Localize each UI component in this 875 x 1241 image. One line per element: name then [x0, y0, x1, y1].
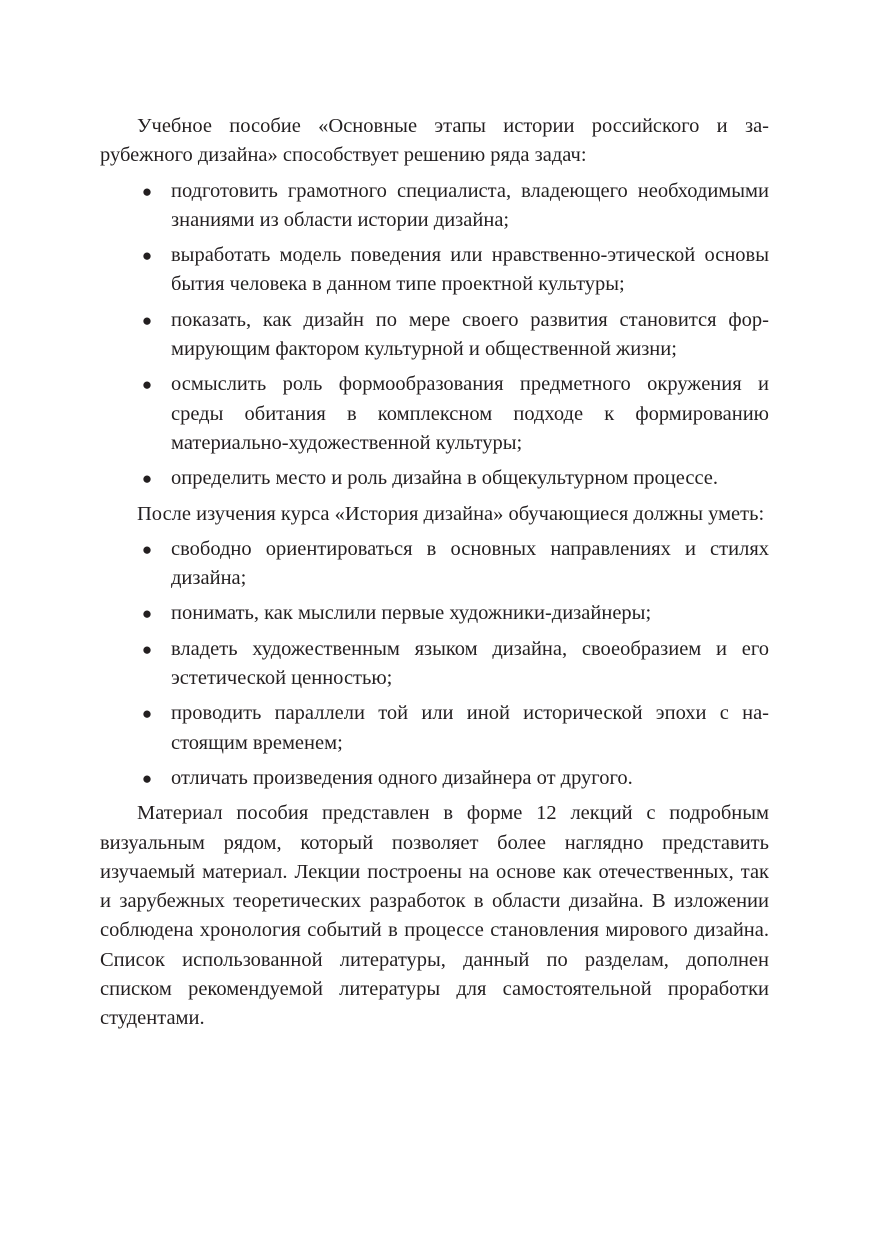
objective-item	[100, 370, 769, 458]
bullet-icon: ●	[141, 246, 153, 266]
skill-item	[100, 535, 769, 594]
objective-text: выработать модель поведения или нравственно-этической основы бытия человека в данном типе проектной культуры;	[171, 244, 769, 296]
objective-item	[100, 177, 769, 236]
skill-text: владеть художественным языком дизайна, своеобразием и его эстетической ценностью;	[171, 637, 769, 690]
bullet-icon: ●	[141, 604, 153, 624]
bullet-icon: ●	[141, 539, 153, 559]
intro-paragraph: Учебное пособие «Основные этапы истории российского и зарубежного дизайна» способствует решению ряда задач:	[100, 115, 769, 167]
objective-text: подготовить грамотного специалиста, владеющего необходимыми знаниями из области истории дизайна;	[171, 179, 769, 231]
objective-item	[100, 241, 769, 300]
skill-text: отличать произведения одного дизайнера от другого.	[171, 766, 633, 789]
bullet-icon: ●	[141, 181, 153, 201]
bullet-icon: ●	[141, 639, 153, 659]
skills-list	[100, 535, 769, 793]
document-page	[100, 112, 769, 1040]
skill-text: свободно ориентироваться в основных направлениях и стилях дизайна;	[171, 537, 769, 590]
objective-text: показать, как дизайн по мере своего развития становится формирующим фактором культурной и общественной жизни;	[171, 308, 769, 361]
bullet-icon: ●	[141, 768, 153, 788]
objective-item	[100, 306, 769, 365]
skill-item	[100, 699, 769, 758]
skill-text: проводить параллели той или иной исторической эпохи с настоящим временем;	[171, 702, 769, 754]
skill-item	[100, 599, 769, 628]
skill-text: понимать, как мыслили первые художники-дизайнеры;	[171, 602, 652, 625]
objectives-list	[100, 177, 769, 494]
objective-text: осмыслить роль формообразования предметного окружения и среды обитания в комплексном подходе к формированию материально-художественной культуры;	[171, 373, 769, 454]
bullet-icon: ●	[141, 375, 153, 395]
bullet-icon: ●	[141, 704, 153, 724]
bullet-icon: ●	[141, 310, 153, 330]
bullet-icon: ●	[141, 469, 153, 489]
objective-text: определить место и роль дизайна в общекультурном процессе.	[171, 467, 719, 490]
closing-paragraph: Материал пособия представлен в форме 12 лекций с подробным визуальным рядом, который позволяет более наглядно представить изучаемый материал. Лекции построены на основе как отечественных, так и зарубежных теоретических разработок в области дизайна. В изложении соблюдена хронология событий в процессе становления мирового дизайна. Список использованной литературы, данный по разделам, дополнен списком рекомендуемой литературы для самостоятельной проработки студентами.	[100, 802, 769, 1030]
skills-paragraph: После изучения курса «История дизайна» обучающиеся должны уметь:	[137, 502, 765, 525]
skill-item	[100, 764, 769, 793]
skill-item	[100, 635, 769, 694]
objective-item	[100, 464, 769, 493]
